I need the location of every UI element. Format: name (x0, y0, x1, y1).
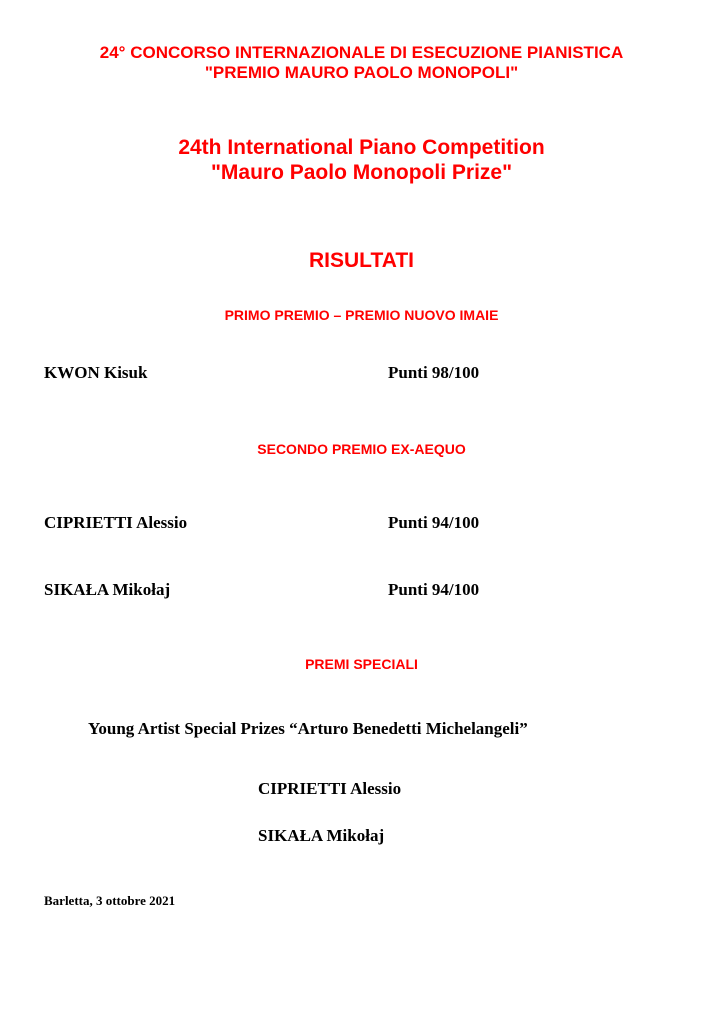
special-prize-winner-1: CIPRIETTI Alessio (258, 779, 402, 798)
winner-name: CIPRIETTI Alessio (44, 513, 188, 532)
winner-points: Punti 94/100 (388, 513, 480, 532)
special-prizes-heading: PREMI SPECIALI (305, 656, 418, 672)
winner-name: KWON Kisuk (44, 363, 148, 382)
first-prize-heading: PRIMO PREMIO – PREMIO NUOVO IMAIE (224, 307, 499, 323)
second-prize-heading: SECONDO PREMIO EX-AEQUO (257, 441, 466, 457)
second-prize-row-2 (0, 579, 723, 601)
special-prize-winner-2: SIKAŁA Mikołaj (258, 826, 385, 845)
special-prizes-subtitle: Young Artist Special Prizes “Arturo Benedetti Michelangeli” (88, 719, 528, 738)
title-italian-line2: "PREMIO MAURO PAOLO MONOPOLI" (204, 63, 519, 82)
title-english-line1: 24th International Piano Competition (178, 136, 545, 159)
place-date: Barletta, 3 ottobre 2021 (44, 893, 176, 908)
first-prize-row (0, 362, 723, 384)
title-english-line2: "Mauro Paolo Monopoli Prize" (210, 161, 513, 184)
results-heading: RISULTATI (309, 249, 414, 272)
title-italian-line1: 24° CONCORSO INTERNAZIONALE DI ESECUZIONE PIANISTICA (99, 43, 624, 62)
winner-points: Punti 98/100 (388, 363, 480, 382)
winner-points: Punti 94/100 (388, 580, 480, 599)
second-prize-row-1 (0, 512, 723, 534)
winner-name: SIKAŁA Mikołaj (44, 580, 171, 599)
